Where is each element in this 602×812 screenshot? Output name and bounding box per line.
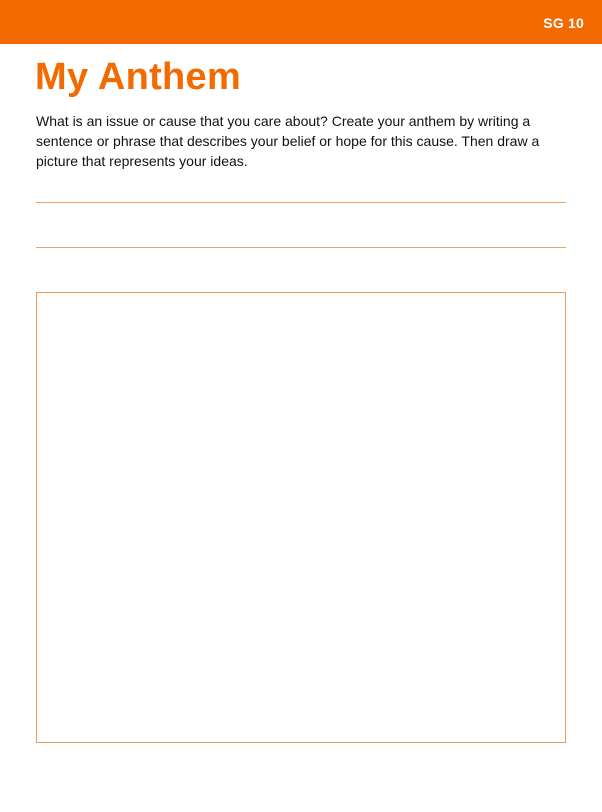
page-code: SG 10 [543,15,584,31]
page-title: My Anthem [35,56,242,98]
header-bar [0,0,602,44]
anthem-writing-line-1[interactable] [36,202,566,203]
drawing-area[interactable] [36,292,566,743]
instructions-text: What is an issue or cause that you care about? Create your anthem by writing a sentence or phrase that describes your belief or hope for this cause. Then draw a picture that represents your ideas. [36,113,540,169]
anthem-writing-line-2[interactable] [36,247,566,248]
